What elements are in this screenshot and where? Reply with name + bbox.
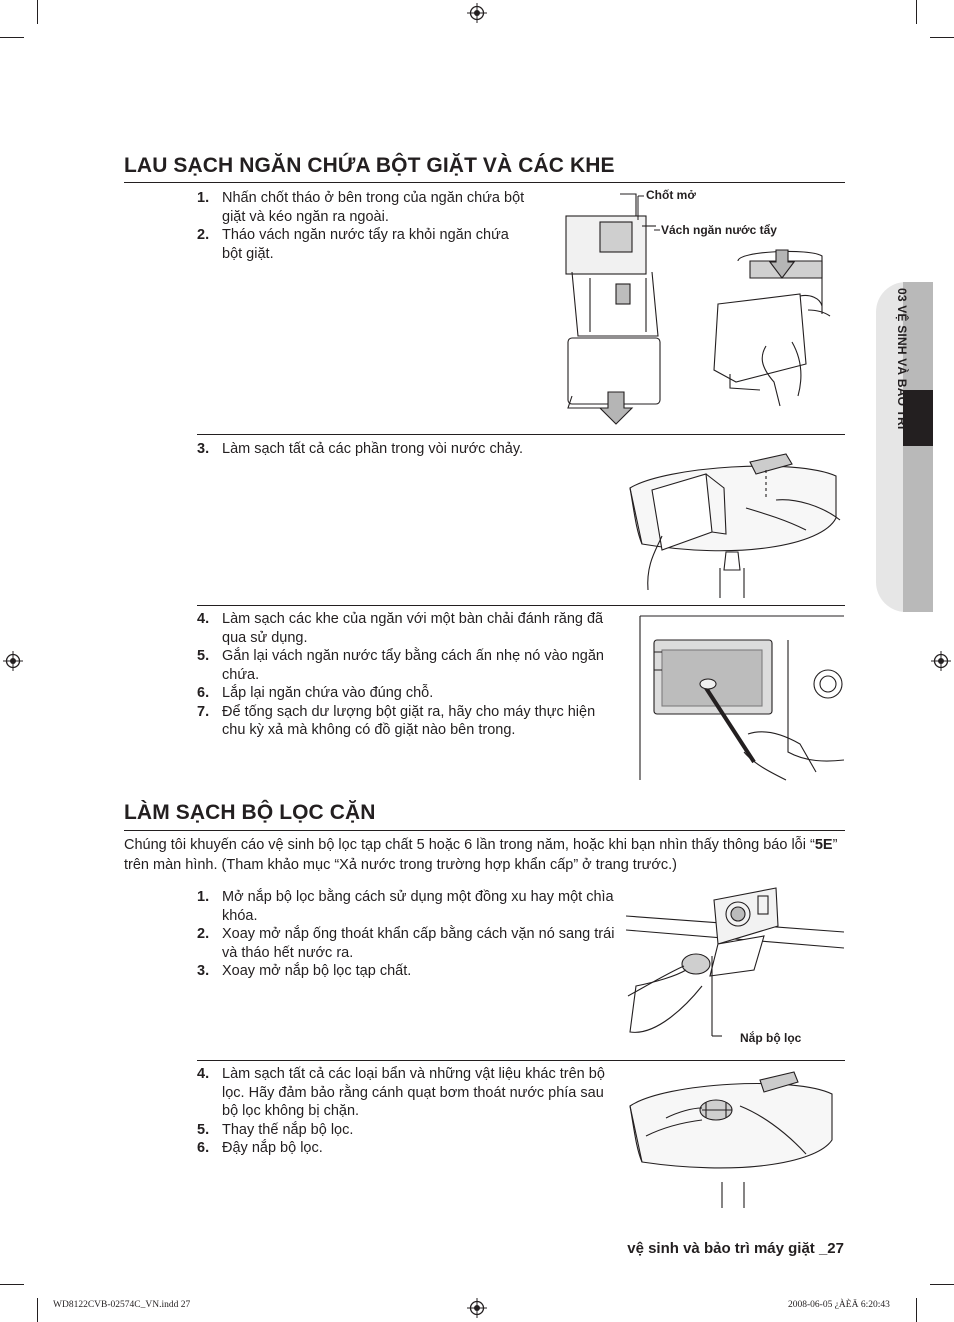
step-item: 4. Làm sạch các khe của ngăn với một bàn chải đánh răng đã qua sử dụng. — [197, 611, 604, 646]
step-text: Tháo vách ngăn nước tẩy ra khỏi ngăn chứa bột giặt. — [222, 227, 509, 262]
step-text: Đậy nắp bộ lọc. — [222, 1140, 323, 1156]
section-rule — [124, 182, 845, 183]
rinse-under-tap-illustration — [626, 440, 844, 600]
crop-mark — [0, 37, 24, 38]
registration-mark-icon — [3, 651, 23, 671]
print-slug-file: WD8122CVB-02574C_VN.indd 27 — [53, 1300, 191, 1310]
step-item: 3. Xoay mở nắp bộ lọc tạp chất. — [197, 963, 412, 979]
section-rule — [124, 830, 845, 831]
step-text: Làm sạch tất cả các phần trong vòi nước chảy. — [222, 441, 524, 457]
section-title-filter: LÀM SẠCH BỘ LỌC CẶN — [124, 801, 376, 824]
step-text: Làm sạch các khe của ngăn với một bàn chải đánh răng đã qua sử dụng. — [222, 611, 604, 646]
crop-mark — [930, 37, 954, 38]
step-item: 3. Làm sạch tất cả các phần trong vòi nước chảy. — [197, 441, 524, 457]
step-item: 6. Đậy nắp bộ lọc. — [197, 1140, 323, 1156]
step-item: 4. Làm sạch tất cả các loại bẩn và những vật liệu khác trên bộ lọc. Hãy đảm bảo rằng cánh quạt bơm thoát nước phía sau bộ lọc không bị chặn. — [197, 1066, 605, 1119]
step-list-filter-2 — [197, 1065, 622, 1158]
step-item: 2. Xoay mở nắp ống thoát khẩn cấp bằng cách vặn nó sang trái và tháo hết nước ra. — [197, 926, 615, 961]
step-item: 1. Nhấn chốt tháo ở bên trong của ngăn chứa bột giặt và kéo ngăn ra ngoài. — [197, 190, 525, 225]
step-text: Xoay mở nắp bộ lọc tạp chất. — [222, 963, 412, 979]
step-item: 6. Lắp lại ngăn chứa vào đúng chỗ. — [197, 685, 434, 701]
brush-cleaning-illustration — [636, 612, 844, 782]
callout-filter-cap: Nắp bộ lọc — [740, 1031, 802, 1045]
step-item: 1. Mở nắp bộ lọc bằng cách sử dụng một đồng xu hay một chìa khóa. — [197, 889, 614, 924]
step-item: 5. Thay thế nắp bộ lọc. — [197, 1121, 354, 1138]
crop-mark — [0, 1284, 24, 1285]
step-item: 2. Tháo vách ngăn nước tẩy ra khỏi ngăn chứa bột giặt. — [197, 227, 509, 262]
step-text: Lắp lại ngăn chứa vào đúng chỗ. — [222, 685, 434, 701]
step-text: Để tống sạch dư lượng bột giặt ra, hãy cho máy thực hiện chu kỳ xả mà không có đồ giặt nào bên trong. — [222, 703, 596, 738]
step-separator — [197, 1060, 845, 1061]
step-text: Thay thế nắp bộ lọc. — [222, 1121, 354, 1138]
registration-mark-icon — [467, 1298, 487, 1318]
crop-mark — [37, 0, 38, 24]
step-list-dispenser-1 — [197, 189, 527, 263]
error-code: 5E — [814, 837, 833, 853]
print-slug-timestamp: 2008-06-05 ¿ÀÈÄ 6:20:43 — [788, 1300, 890, 1310]
running-footer: vệ sinh và bảo trì máy giặt _27 — [627, 1240, 844, 1257]
callout-bleach-insert: Vách ngăn nước tẩy — [661, 223, 777, 237]
step-item: 7. Để tống sạch dư lượng bột giặt ra, hãy cho máy thực hiện chu kỳ xả mà không có đồ giặt nào bên trong. — [197, 703, 596, 738]
step-text: Xoay mở nắp ống thoát khẩn cấp bằng cách vặn nó sang trái và tháo hết nước ra. — [222, 926, 615, 961]
crop-mark — [930, 1284, 954, 1285]
step-text: Làm sạch tất cả các loại bẩn và những vật liệu khác trên bộ lọc. Hãy đảm bảo rằng cánh quạt bơm thoát nước phía sau bộ lọc không bị chặn. — [222, 1066, 605, 1119]
step-list-filter-1 — [197, 888, 622, 981]
filter-rinse-illustration — [626, 1066, 844, 1210]
section-title-dispenser: LAU SẠCH NGĂN CHỨA BỘT GIẶT VÀ CÁC KHE — [124, 154, 615, 177]
crop-mark — [916, 0, 917, 24]
crop-mark — [37, 1298, 38, 1322]
step-separator — [197, 605, 845, 606]
step-list-dispenser-2 — [197, 440, 597, 459]
registration-mark-icon — [931, 651, 951, 671]
callout-release-latch: Chốt mở — [646, 188, 696, 202]
step-text: Nhấn chốt tháo ở bên trong của ngăn chứa bột giặt và kéo ngăn ra ngoài. — [222, 190, 525, 225]
step-separator — [197, 434, 845, 435]
registration-mark-icon — [467, 3, 487, 23]
filter-cap-illustration — [626, 886, 844, 1052]
step-item: 5. Gắn lại vách ngăn nước tẩy bằng cách ấn nhẹ nó vào ngăn chứa. — [197, 648, 604, 683]
filter-intro-paragraph: Chúng tôi khuyến cáo vệ sinh bộ lọc tạp chất 5 hoặc 6 lần trong năm, hoặc khi bạn nhìn thấy thông báo lỗi “5E” trên màn hình. (Tham khảo mục “Xả nước trong trường hợp khẩn cấp” ở trang trước.) — [124, 837, 838, 873]
step-text: Mở nắp bộ lọc bằng cách sử dụng một đồng xu hay một chìa khóa. — [222, 889, 614, 924]
crop-mark — [916, 1298, 917, 1322]
step-text: Gắn lại vách ngăn nước tẩy bằng cách ấn nhẹ nó vào ngăn chứa. — [222, 648, 604, 683]
step-list-dispenser-3 — [197, 610, 615, 740]
chapter-tab-label: 03 VỆ SINH VÀ BẢO TRÌ — [895, 288, 909, 430]
